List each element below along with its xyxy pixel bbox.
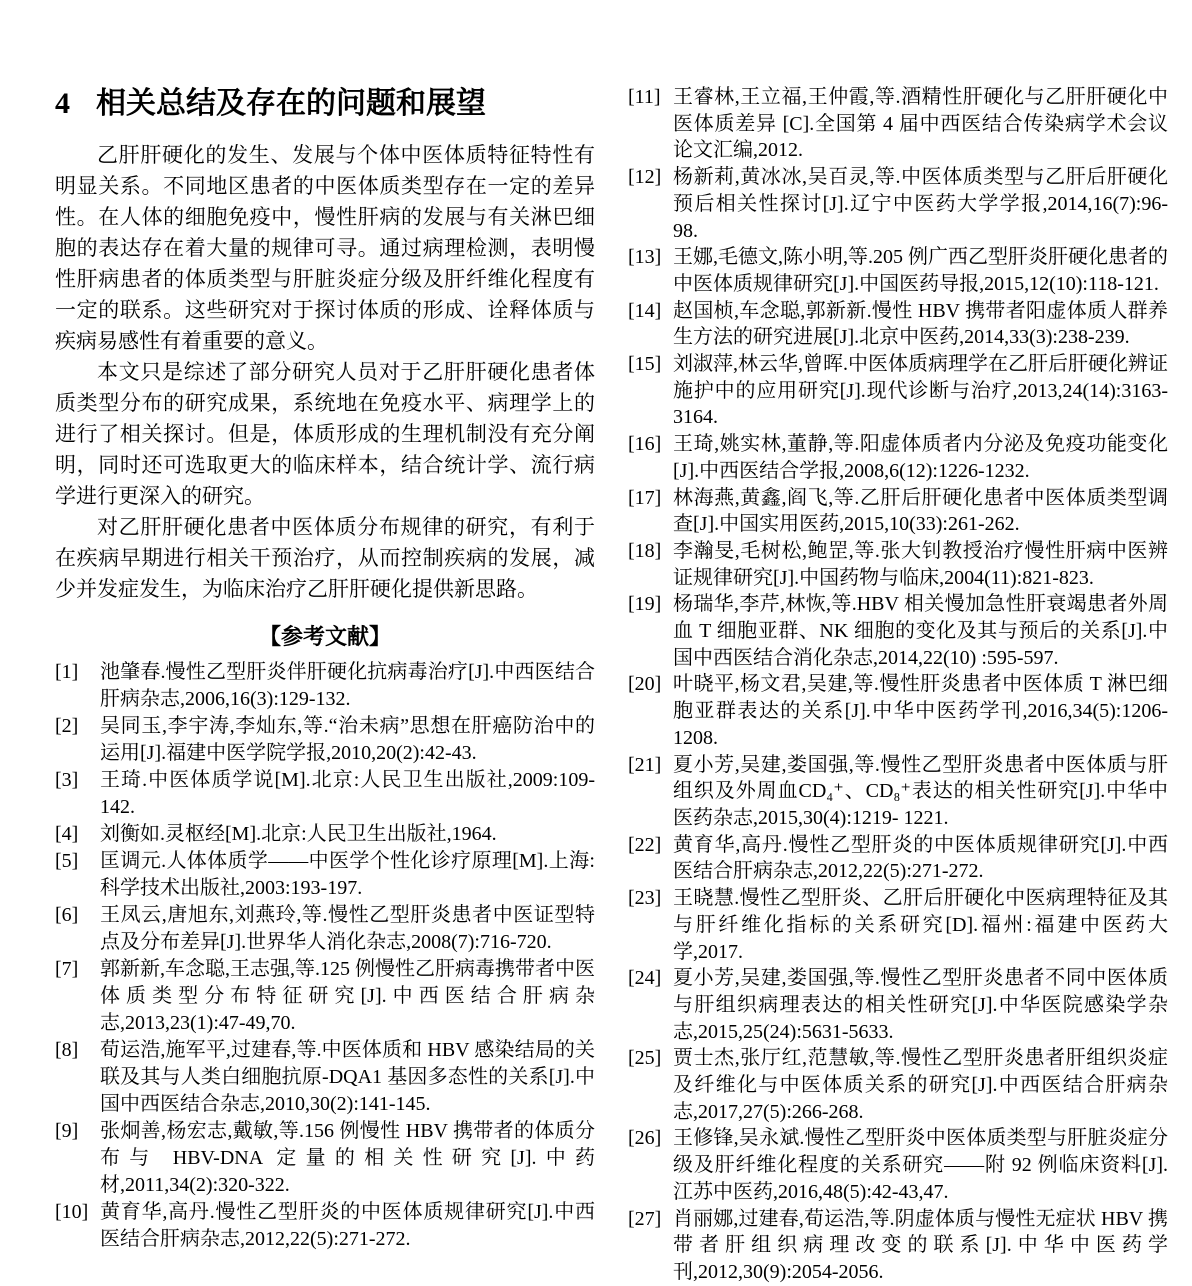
reference-text: 夏小芳,吴建,娄国强,等.慢性乙型肝炎患者中医体质与肝组织及外周血CD₄⁺、CD₈⁺表达的相关性研究[J].中华中医药杂志,2015,30(4):1219- 1221. [673, 753, 1168, 829]
reference-text: 王琦,姚实林,董静,等.阳虚体质者内分泌及免疫功能变化[J].中西医结合学报,2008,6(12):1226-1232. [673, 433, 1168, 482]
reference-item [55, 848, 595, 902]
reference-label: [21] [628, 753, 662, 776]
reference-item [628, 885, 1168, 965]
body-paragraphs [55, 140, 595, 605]
reference-label: [12] [628, 166, 662, 189]
references-heading: 【参考文献】 [258, 624, 391, 649]
reference-item [628, 84, 1168, 164]
reference-item [628, 538, 1168, 591]
reference-text: 吴同玉,李宇涛,李灿东,等.“治未病”思想在肝癌防治中的运用[J].福建中医学院学报,2010,20(2):42-43. [100, 715, 595, 764]
reference-label: [20] [628, 673, 662, 696]
reference-text: 李瀚旻,毛树松,鲍罡,等.张大钊教授治疗慢性肝病中医辨证规律研究[J].中国药物与临床,2004(11):821-823. [673, 539, 1168, 589]
body-paragraph: 本文只是综述了部分研究人员对于乙肝肝硬化患者体质类型分布的研究成果，系统地在免疫水平、病理学上的进行了相关探讨。但是，体质形成的生理机制没有充分阐明，同时还可选取更大的临床样本，结合统计学、流行病学进行更深入的研究。 [55, 360, 595, 508]
reference-label: [10] [55, 1201, 89, 1223]
reference-text: 刘淑萍,林云华,曾晖.中医体质病理学在乙肝后肝硬化辨证施护中的应用研究[J].现代诊断与治疗,2013,24(14):3163-3164. [673, 353, 1168, 429]
reference-item [628, 1206, 1168, 1286]
reference-item [55, 659, 595, 713]
reference-item [55, 821, 595, 848]
reference-label: [9] [55, 1120, 79, 1142]
reference-text: 池肇春.慢性乙型肝炎伴肝硬化抗病毒治疗[J].中西医结合肝病杂志,2006,16(3):129-132. [100, 661, 595, 710]
reference-label: [27] [628, 1207, 662, 1230]
reference-item [55, 1037, 595, 1118]
reference-label: [15] [628, 353, 662, 376]
reference-label: [4] [55, 823, 79, 845]
reference-item [628, 485, 1168, 538]
reference-text: 黄育华,高丹.慢性乙型肝炎的中医体质规律研究[J].中西医结合肝病杂志,2012,22(5):271-272. [673, 833, 1168, 883]
reference-item [55, 956, 595, 1037]
reference-label: [11] [628, 86, 661, 108]
reference-item [628, 832, 1168, 885]
reference-item [628, 752, 1168, 832]
section-number: 4 [55, 87, 70, 120]
reference-text: 张炯善,杨宏志,戴敏,等.156 例慢性 HBV 携带者的体质分布与 HBV-DNA 定量的相关性研究[J].中药材,2011,34(2):320-322. [100, 1120, 595, 1196]
reference-text: 赵国桢,车念聪,郭新新.慢性 HBV 携带者阳虚体质人群养生方法的研究进展[J].北京中医药,2014,33(3):238-239. [673, 299, 1168, 349]
reference-label: [19] [628, 593, 662, 616]
reference-text: 叶晓平,杨文君,吴建,等.慢性肝炎患者中医体质 T 淋巴细胞亚群表达的关系[J].中华中医药学刊,2016,34(5):1206-1208. [673, 673, 1168, 749]
reference-text: 贾士杰,张厅红,范慧敏,等.慢性乙型肝炎患者肝组织炎症及纤维化与中医体质关系的研究[J].中西医结合肝病杂志,2017,27(5):266-268. [673, 1047, 1168, 1123]
reference-item [628, 431, 1168, 484]
reference-text: 王修锋,吴永斌.慢性乙型肝炎中医体质类型与肝脏炎症分级及肝纤维化程度的关系研究——附 92 例临床资料[J].江苏中医药,2016,48(5):42-43,47. [673, 1127, 1168, 1203]
reference-list-left [55, 659, 595, 1253]
reference-label: [3] [55, 769, 79, 791]
reference-label: [26] [628, 1127, 662, 1150]
reference-item [55, 713, 595, 767]
reference-label: [6] [55, 904, 79, 926]
reference-text: 杨新莉,黄冰冰,吴百灵,等.中医体质类型与乙肝后肝硬化预后相关性探讨[J].辽宁中医药大学学报,2014,16(7):96-98. [673, 166, 1168, 242]
right-column [628, 84, 1168, 1283]
reference-label: [22] [628, 833, 662, 856]
reference-item [628, 298, 1168, 351]
section-title: 相关总结及存在的问题和展望 [96, 87, 486, 120]
body-paragraph: 乙肝肝硬化的发生、发展与个体中医体质特征特性有明显关系。不同地区患者的中医体质类型存在一定的差异性。在人体的细胞免疫中，慢性肝病的发展与有关淋巴细胞的表达存在着大量的规律可寻。通过病理检测，表明慢性肝病患者的体质类型与肝脏炎症分级及肝纤维化程度有一定的联系。这些研究对于探讨体质的形成、诠释体质与疾病易感性有着重要的意义。 [55, 143, 595, 353]
reference-item [628, 671, 1168, 751]
reference-label: [14] [628, 299, 662, 322]
reference-text: 杨瑞华,李芹,林恢,等.HBV 相关慢加急性肝衰竭患者外周血 T 细胞亚群、NK 细胞的变化及其与预后的关系[J].中国中西医结合消化杂志,2014,22(10) :595-597. [673, 593, 1168, 669]
reference-item [628, 351, 1168, 431]
reference-text: 王睿林,王立福,王仲霞,等.酒精性肝硬化与乙肝肝硬化中医体质差异 [C].全国第 4 届中西医结合传染病学术会议论文汇编,2012. [673, 86, 1168, 162]
reference-item [628, 1045, 1168, 1125]
reference-label: [13] [628, 246, 662, 269]
reference-item [628, 1125, 1168, 1205]
reference-item [628, 965, 1168, 1045]
reference-label: [7] [55, 958, 79, 980]
reference-text: 王娜,毛德文,陈小明,等.205 例广西乙型肝炎肝硬化患者的中医体质规律研究[J].中国医药导报,2015,12(10):118-121. [673, 246, 1168, 295]
reference-text: 郭新新,车念聪,王志强,等.125 例慢性乙肝病毒携带者中医体质类型分布特征研究[J].中西医结合肝病杂志,2013,23(1):47-49,70. [100, 958, 595, 1034]
reference-label: [1] [55, 661, 79, 683]
reference-label: [18] [628, 539, 662, 562]
reference-text: 王琦.中医体质学说[M].北京:人民卫生出版社,2009:109-142. [100, 769, 595, 818]
reference-label: [17] [628, 486, 662, 509]
reference-item [628, 244, 1168, 297]
reference-text: 肖丽娜,过建春,荀运浩,等.阴虚体质与慢性无症状 HBV 携带者肝组织病理改变的联系[J].中华中医药学刊,2012,30(9):2054-2056. [673, 1207, 1168, 1283]
reference-label: [23] [628, 887, 662, 910]
reference-list-right [628, 84, 1168, 1286]
reference-item [55, 1118, 595, 1199]
reference-label: [24] [628, 967, 662, 990]
reference-text: 夏小芳,吴建,娄国强,等.慢性乙型肝炎患者不同中医体质与肝组织病理表达的相关性研究[J].中华医院感染学杂志,2015,25(24):5631-5633. [673, 967, 1168, 1043]
reference-item [55, 1199, 595, 1253]
body-paragraph: 对乙肝肝硬化患者中医体质分布规律的研究，有利于在疾病早期进行相关干预治疗，从而控制疾病的发展，减少并发症发生，为临床治疗乙肝肝硬化提供新思路。 [55, 515, 595, 601]
reference-label: [2] [55, 715, 79, 737]
reference-item [628, 164, 1168, 244]
reference-text: 刘衡如.灵枢经[M].北京:人民卫生出版社,1964. [100, 823, 497, 845]
reference-item [628, 591, 1168, 671]
reference-label: [5] [55, 850, 79, 872]
reference-text: 黄育华,高丹.慢性乙型肝炎的中医体质规律研究[J].中西医结合肝病杂志,2012,22(5):271-272. [100, 1201, 595, 1250]
reference-item [55, 767, 595, 821]
reference-text: 王晓慧.慢性乙型肝炎、乙肝后肝硬化中医病理特征及其与肝纤维化指标的关系研究[D].福州:福建中医药大学,2017. [673, 887, 1168, 963]
reference-text: 林海燕,黄鑫,阎飞,等.乙肝后肝硬化患者中医体质类型调查[J].中国实用医药,2015,10(33):261-262. [673, 486, 1168, 536]
reference-text: 王凤云,唐旭东,刘燕玲,等.慢性乙型肝炎患者中医证型特点及分布差异[J].世界华人消化杂志,2008(7):716-720. [100, 904, 595, 953]
left-column [55, 84, 595, 1268]
reference-item [55, 902, 595, 956]
reference-label: [8] [55, 1039, 79, 1061]
section-heading [55, 84, 595, 124]
reference-text: 荀运浩,施军平,过建春,等.中医体质和 HBV 感染结局的关联及其与人类白细胞抗原-DQA1 基因多态性的关系[J].中国中西医结合杂志,2010,30(2):141-145. [100, 1039, 595, 1115]
reference-label: [25] [628, 1047, 662, 1070]
reference-label: [16] [628, 433, 662, 456]
reference-text: 匡调元.人体体质学——中医学个性化诊疗原理[M].上海:科学技术出版社,2003:193-197. [100, 850, 595, 899]
